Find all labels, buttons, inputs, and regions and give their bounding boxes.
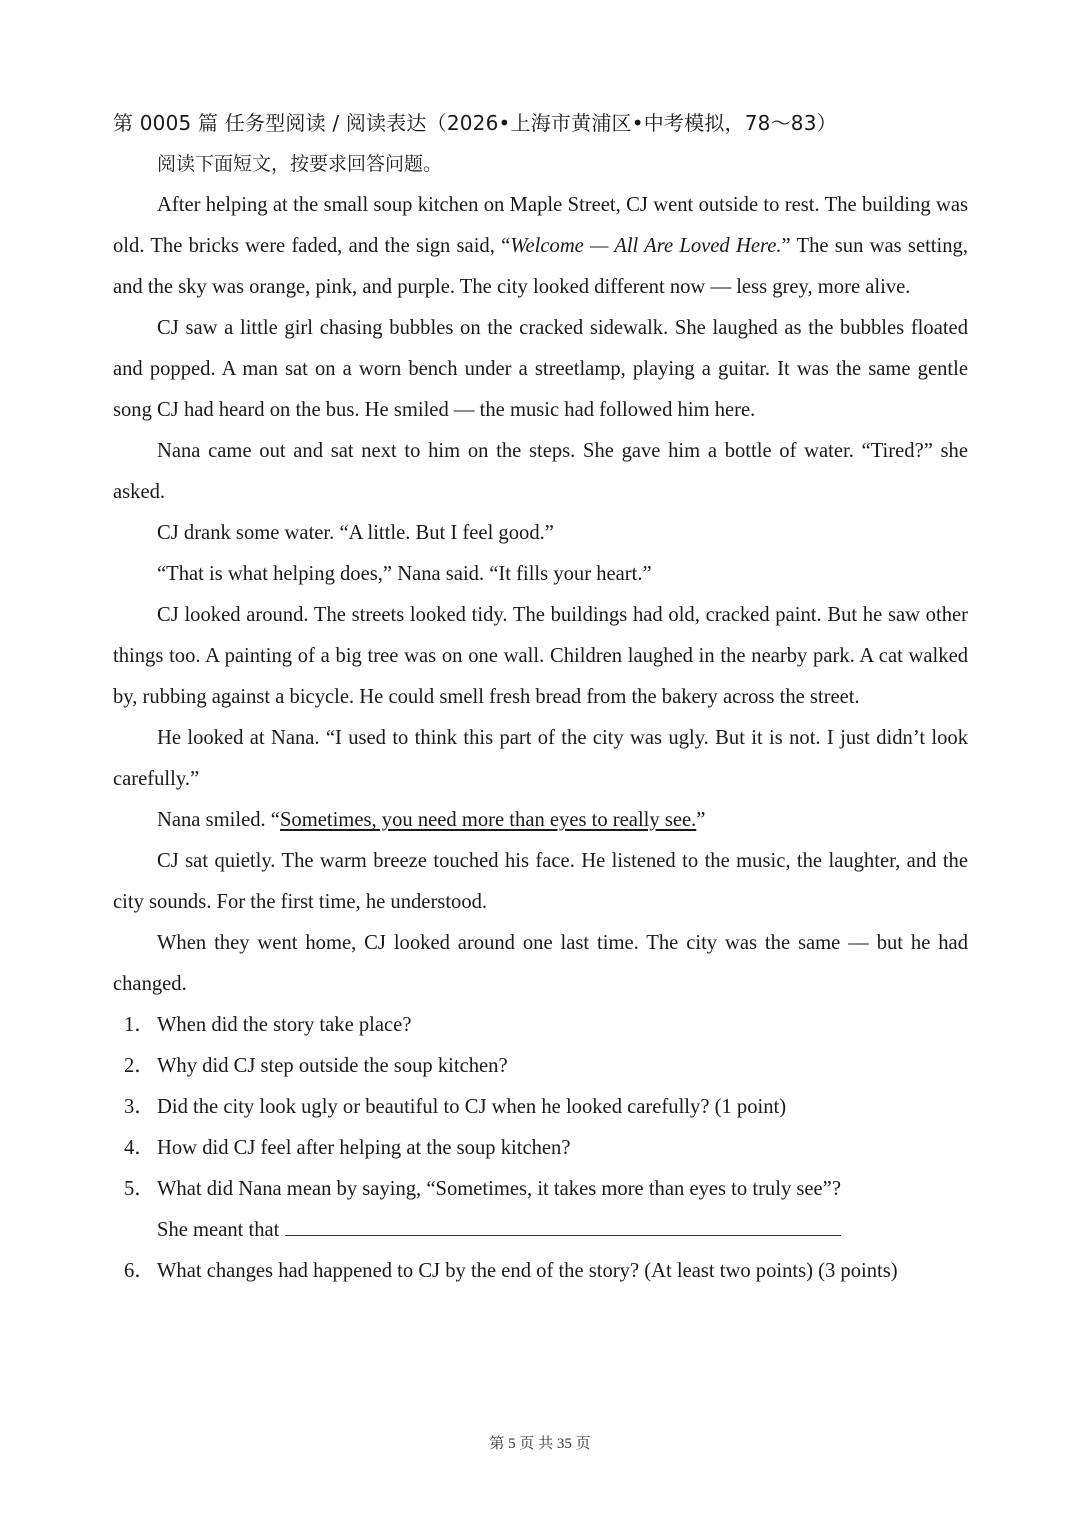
question-item xyxy=(113,1128,968,1169)
question-item xyxy=(113,1169,968,1210)
question-item xyxy=(113,1005,968,1046)
passage-paragraph-7: He looked at Nana. “I used to think this part of the city was ugly. But it is not. I just didn’t look carefully.” xyxy=(113,727,968,790)
passage-paragraph-6: CJ looked around. The streets looked tidy. The buildings had old, cracked paint. But he saw other things too. A painting of a big tree was on one wall. Children laughed in the nearby park. A cat walked by, rubbing against a bicycle. He could smell fresh bread from the bakery across the street. xyxy=(113,604,968,708)
passage-paragraph-9: CJ sat quietly. The warm breeze touched his face. He listened to the music, the laughter, and the city sounds. For the first time, he understood. xyxy=(113,850,968,913)
passage-paragraph-3: Nana came out and sat next to him on the steps. She gave him a bottle of water. “Tired?” she asked. xyxy=(113,440,968,503)
paragraph-text: ” xyxy=(696,809,706,831)
passage-paragraph-8 xyxy=(113,800,968,841)
page-title: 第 0005 篇 任务型阅读 / 阅读表达（2026•上海市黄浦区•中考模拟，78～83） xyxy=(113,111,837,135)
passage-paragraph-4: CJ drank some water. “A little. But I feel good.” xyxy=(157,522,554,544)
question-text: Did the city look ugly or beautiful to CJ when he looked carefully? (1 point) xyxy=(157,1096,787,1118)
question-item xyxy=(113,1251,968,1292)
answer-blank[interactable] xyxy=(285,1217,841,1236)
question-text: Why did CJ step outside the soup kitchen? xyxy=(157,1055,508,1077)
question-number: 4． xyxy=(124,1137,155,1159)
answer-line xyxy=(113,1210,968,1251)
question-text: How did CJ feel after helping at the soup kitchen? xyxy=(157,1137,571,1159)
question-number: 1． xyxy=(124,1014,155,1036)
question-number: 5． xyxy=(124,1178,155,1200)
page-footer: 第 5 页 共 35 页 xyxy=(489,1436,591,1452)
paragraph-text: After helping at the small soup kitchen on Maple Street, CJ went outside to rest. The building was old. The bricks were faded, and the sign said, “ xyxy=(113,194,968,257)
question-item xyxy=(113,1046,968,1087)
paragraph-text: ” The sun was setting, and the sky was orange, pink, and purple. The city looked different now — less grey, more alive. xyxy=(113,235,968,298)
question-text: What changes had happened to CJ by the end of the story? (At least two points) (3 points) xyxy=(157,1260,898,1282)
question-number: 6． xyxy=(124,1260,155,1282)
paragraph-text: Nana smiled. “ xyxy=(157,809,280,831)
passage-paragraph-5: “That is what helping does,” Nana said. “It fills your heart.” xyxy=(157,563,652,585)
question-item xyxy=(113,1087,968,1128)
underlined-quote: Sometimes, you need more than eyes to really see. xyxy=(279,809,697,831)
document-page xyxy=(113,103,968,1292)
passage-paragraph-10: When they went home, CJ looked around one last time. The city was the same — but he had changed. xyxy=(113,932,968,995)
question-text: When did the story take place? xyxy=(157,1014,412,1036)
instruction-text: 阅读下面短文，按要求回答问题。 xyxy=(157,153,443,175)
passage-paragraph-1 xyxy=(113,185,968,308)
question-number: 2． xyxy=(124,1055,155,1077)
question-text: What did Nana mean by saying, “Sometimes, it takes more than eyes to truly see”? xyxy=(157,1178,841,1200)
question-list xyxy=(113,1005,968,1292)
sign-text: Welcome — All Are Loved Here. xyxy=(510,235,782,257)
answer-prompt: She meant that xyxy=(157,1219,280,1241)
passage-paragraph-2: CJ saw a little girl chasing bubbles on the cracked sidewalk. She laughed as the bubbles floated and popped. A man sat on a worn bench under a streetlamp, playing a guitar. It was the same gentle song CJ had heard on the bus. He smiled — the music had followed him here. xyxy=(113,317,968,421)
question-number: 3． xyxy=(124,1096,155,1118)
